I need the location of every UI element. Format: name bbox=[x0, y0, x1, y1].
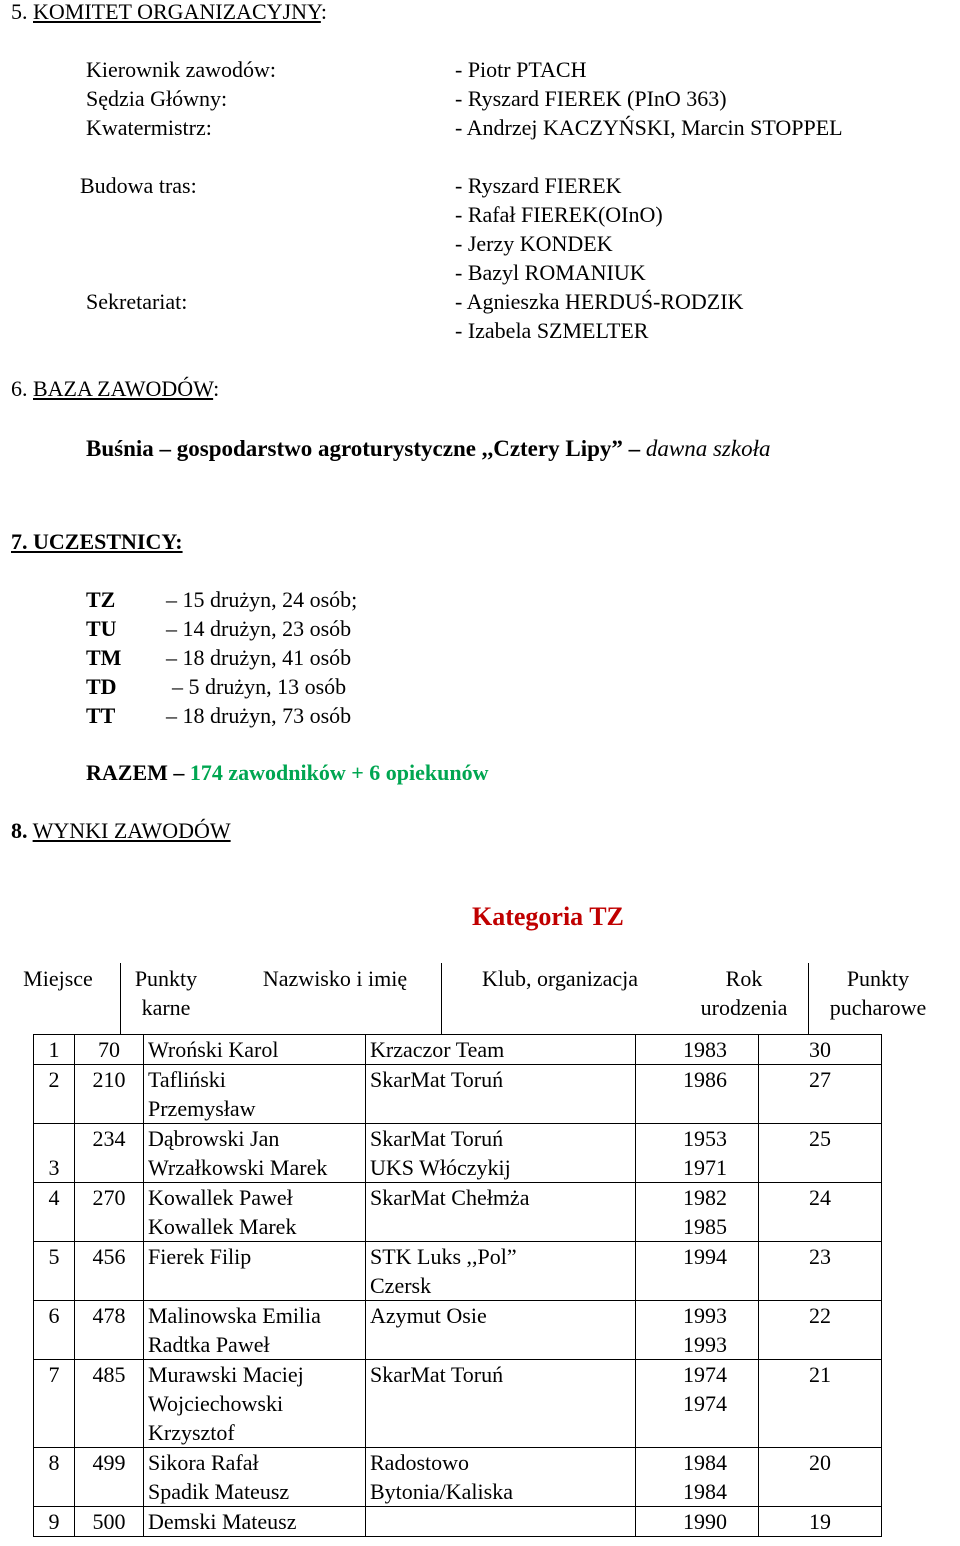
cell-years-line: 1990 bbox=[683, 1509, 727, 1534]
committee-name: - Andrzej KACZYŃSKI, Marcin STOPPEL bbox=[455, 115, 843, 140]
competition-base bbox=[86, 434, 770, 463]
header-line: urodzenia bbox=[700, 995, 788, 1020]
cell-names-line: Dąbrowski Jan bbox=[148, 1126, 280, 1151]
header-line: pucharowe bbox=[829, 995, 927, 1020]
cell-years-line: 1974 bbox=[683, 1391, 727, 1416]
cell-place bbox=[34, 1360, 75, 1448]
cell-club bbox=[366, 1183, 636, 1242]
header-line: Punkty bbox=[134, 966, 198, 991]
cell-penalty bbox=[75, 1065, 144, 1124]
cell-place-line: 5 bbox=[48, 1244, 60, 1269]
section-7-heading: 7. UCZESTNICY: bbox=[11, 529, 183, 554]
section-title: WYNKI ZAWODÓW bbox=[32, 818, 231, 843]
cell-names-line: Przemysław bbox=[148, 1096, 256, 1121]
total-label: RAZEM – bbox=[86, 760, 185, 785]
cell-years-line: 1984 bbox=[683, 1479, 727, 1504]
cell-club-line: UKS Włóczykij bbox=[370, 1155, 511, 1180]
cell-cup-points-line: 20 bbox=[809, 1450, 831, 1475]
cell-place bbox=[34, 1124, 75, 1183]
participant-desc: – 5 drużyn, 13 osób bbox=[172, 674, 347, 699]
table-row bbox=[34, 1065, 882, 1124]
cell-place bbox=[34, 1183, 75, 1242]
cell-years-line: 1986 bbox=[683, 1067, 727, 1092]
cell-cup-points-line: 22 bbox=[809, 1303, 831, 1328]
cell-place-line: 1 bbox=[48, 1037, 60, 1062]
cell-names-line: Sikora Rafał bbox=[148, 1450, 259, 1475]
participant-desc: – 15 drużyn, 24 osób; bbox=[166, 587, 358, 612]
cell-names-line: Wroński Karol bbox=[148, 1037, 279, 1062]
header-nazwisko: Nazwisko i imię bbox=[262, 966, 408, 991]
header-punkty-pucharowe bbox=[816, 964, 940, 1022]
cell-club-line: Radostowo bbox=[370, 1450, 469, 1475]
header-divider bbox=[120, 963, 121, 1035]
cell-penalty bbox=[75, 1448, 144, 1507]
committee-name: - Jerzy KONDEK bbox=[455, 231, 613, 256]
cell-years-line: 1982 bbox=[683, 1185, 727, 1210]
committee-role: Sekretariat: bbox=[86, 289, 188, 314]
cell-years bbox=[636, 1065, 759, 1124]
cell-penalty bbox=[75, 1507, 144, 1537]
cell-place-line: 7 bbox=[48, 1362, 60, 1387]
cell-penalty-line: 485 bbox=[92, 1362, 126, 1387]
cell-names-line: Kowallek Paweł bbox=[148, 1185, 293, 1210]
cell-club-line: SkarMat Toruń bbox=[370, 1362, 504, 1387]
total-value: 174 zawodników + 6 opiekunów bbox=[189, 760, 489, 785]
cell-cup-points-line: 25 bbox=[809, 1126, 831, 1151]
cell-place-line: 2 bbox=[48, 1067, 60, 1092]
cell-penalty-line: 270 bbox=[92, 1185, 126, 1210]
cell-club-line: Azymut Osie bbox=[370, 1303, 487, 1328]
base-name: Buśnia – gospodarstwo agroturystyczne ,,Cztery Lipy” – bbox=[86, 436, 641, 461]
cell-club-line: STK Luks ,,Pol” bbox=[370, 1244, 517, 1269]
cell-place bbox=[34, 1448, 75, 1507]
cell-cup-points-line: 27 bbox=[809, 1067, 831, 1092]
cell-club-line: SkarMat Chełmża bbox=[370, 1185, 530, 1210]
cell-years-line: 1993 bbox=[683, 1332, 727, 1357]
header-line: Punkty bbox=[846, 966, 910, 991]
cell-names-line: Wrzałkowski Marek bbox=[148, 1155, 328, 1180]
section-8-heading bbox=[11, 816, 231, 845]
cell-club bbox=[366, 1124, 636, 1183]
cell-names-line: Tafliński bbox=[148, 1067, 226, 1092]
cell-club-line: Krzaczor Team bbox=[370, 1037, 505, 1062]
cell-years-line: 1993 bbox=[683, 1303, 727, 1328]
cell-years bbox=[636, 1360, 759, 1448]
cell-years-line: 1983 bbox=[683, 1037, 727, 1062]
cell-names bbox=[144, 1301, 366, 1360]
cell-names bbox=[144, 1124, 366, 1183]
section-5-heading bbox=[11, 0, 327, 26]
committee-name: - Agnieszka HERDUŚ-RODZIK bbox=[455, 289, 744, 314]
cell-years-line: 1994 bbox=[683, 1244, 727, 1269]
cell-names bbox=[144, 1035, 366, 1065]
committee-name: - Ryszard FIEREK bbox=[455, 173, 622, 198]
cell-years-line: 1974 bbox=[683, 1362, 727, 1387]
cell-years bbox=[636, 1124, 759, 1183]
cell-penalty-line: 499 bbox=[92, 1450, 126, 1475]
participants-total bbox=[86, 758, 489, 787]
section-title: KOMITET ORGANIZACYJNY bbox=[33, 0, 321, 24]
cell-penalty bbox=[75, 1124, 144, 1183]
cell-place-line: 3 bbox=[48, 1155, 60, 1180]
cell-names bbox=[144, 1507, 366, 1537]
base-note: dawna szkoła bbox=[645, 436, 771, 461]
cell-names-line: Murawski Maciej bbox=[148, 1362, 304, 1387]
cell-cup-points bbox=[759, 1301, 882, 1360]
cell-names-line: Demski Mateusz bbox=[148, 1509, 297, 1534]
table-row bbox=[34, 1360, 882, 1448]
header-line: Rok bbox=[725, 966, 763, 991]
committee-role: Sędzia Główny: bbox=[86, 86, 228, 111]
cell-years bbox=[636, 1242, 759, 1301]
cell-club bbox=[366, 1035, 636, 1065]
header-line: karne bbox=[141, 995, 191, 1020]
header-rok bbox=[680, 964, 808, 1022]
cell-names-line: Malinowska Emilia bbox=[148, 1303, 321, 1328]
cell-names bbox=[144, 1183, 366, 1242]
cell-years bbox=[636, 1035, 759, 1065]
cell-place bbox=[34, 1035, 75, 1065]
cell-years bbox=[636, 1448, 759, 1507]
cell-cup-points-line: 24 bbox=[809, 1185, 831, 1210]
cell-years-line: 1984 bbox=[683, 1450, 727, 1475]
cell-cup-points-line: 30 bbox=[809, 1037, 831, 1062]
participant-desc: – 18 drużyn, 41 osób bbox=[166, 645, 352, 670]
cell-cup-points-line: 19 bbox=[809, 1509, 831, 1534]
committee-role: Budowa tras: bbox=[80, 173, 197, 198]
cell-penalty bbox=[75, 1183, 144, 1242]
cell-penalty-line: 478 bbox=[92, 1303, 126, 1328]
colon: : bbox=[213, 376, 220, 401]
section-title: BAZA ZAWODÓW bbox=[33, 376, 214, 401]
cell-penalty bbox=[75, 1301, 144, 1360]
participant-category: TT bbox=[86, 703, 116, 728]
header-punkty-karne bbox=[120, 964, 212, 1022]
committee-role: Kwatermistrz: bbox=[86, 115, 212, 140]
participant-category: TZ bbox=[86, 587, 116, 612]
cell-cup-points bbox=[759, 1448, 882, 1507]
cell-years bbox=[636, 1183, 759, 1242]
header-miejsce: Miejsce bbox=[23, 966, 93, 991]
cell-place bbox=[34, 1301, 75, 1360]
cell-penalty-line: 456 bbox=[92, 1244, 126, 1269]
cell-penalty bbox=[75, 1035, 144, 1065]
cell-cup-points bbox=[759, 1124, 882, 1183]
cell-place-line: 8 bbox=[48, 1450, 60, 1475]
table-row bbox=[34, 1301, 882, 1360]
table-row bbox=[34, 1035, 882, 1065]
participant-desc: – 18 drużyn, 73 osób bbox=[166, 703, 352, 728]
cell-place-line: 9 bbox=[48, 1509, 60, 1534]
cell-cup-points-line: 23 bbox=[809, 1244, 831, 1269]
section-6-heading bbox=[11, 374, 219, 403]
cell-names bbox=[144, 1065, 366, 1124]
participant-category: TD bbox=[86, 674, 117, 699]
cell-place bbox=[34, 1065, 75, 1124]
cell-cup-points bbox=[759, 1065, 882, 1124]
table-row bbox=[34, 1242, 882, 1301]
cell-club-line bbox=[370, 1507, 631, 1536]
committee-name: - Rafał FIEREK(OInO) bbox=[455, 202, 663, 227]
committee-role: Kierownik zawodów: bbox=[86, 57, 277, 82]
table-row bbox=[34, 1507, 882, 1537]
cell-names-line: Radtka Paweł bbox=[148, 1332, 270, 1357]
cell-names-line: Fierek Filip bbox=[148, 1244, 252, 1269]
cell-club bbox=[366, 1448, 636, 1507]
participant-category: TM bbox=[86, 645, 122, 670]
cell-place-line: 4 bbox=[48, 1185, 60, 1210]
table-row bbox=[34, 1124, 882, 1183]
cell-cup-points bbox=[759, 1507, 882, 1537]
cell-names bbox=[144, 1448, 366, 1507]
participant-desc: – 14 drużyn, 23 osób bbox=[166, 616, 352, 641]
section-number: 8. bbox=[11, 818, 28, 843]
table-row bbox=[34, 1183, 882, 1242]
cell-penalty bbox=[75, 1242, 144, 1301]
cell-names-line: Kowallek Marek bbox=[148, 1214, 297, 1239]
header-divider bbox=[441, 963, 442, 1035]
cell-names bbox=[144, 1360, 366, 1448]
cell-years-line: 1985 bbox=[683, 1214, 727, 1239]
cell-club-line: SkarMat Toruń bbox=[370, 1126, 504, 1151]
section-number: 5. bbox=[11, 0, 28, 24]
cell-names-line: Wojciechowski bbox=[148, 1391, 284, 1416]
cell-cup-points bbox=[759, 1242, 882, 1301]
cell-years bbox=[636, 1301, 759, 1360]
cell-years bbox=[636, 1507, 759, 1537]
cell-cup-points bbox=[759, 1035, 882, 1065]
committee-name: - Bazyl ROMANIUK bbox=[455, 260, 646, 285]
participant-category: TU bbox=[86, 616, 117, 641]
cell-years-line: 1971 bbox=[683, 1155, 727, 1180]
cell-cup-points bbox=[759, 1360, 882, 1448]
header-klub: Klub, organizacja bbox=[482, 966, 638, 991]
cell-penalty-line: 210 bbox=[92, 1067, 126, 1092]
cell-club bbox=[366, 1065, 636, 1124]
cell-cup-points bbox=[759, 1183, 882, 1242]
results-table bbox=[33, 1034, 882, 1537]
cell-place bbox=[34, 1507, 75, 1537]
cell-cup-points-line: 21 bbox=[809, 1362, 831, 1387]
cell-years-line: 1953 bbox=[683, 1126, 727, 1151]
cell-penalty-line: 234 bbox=[92, 1126, 126, 1151]
colon: : bbox=[320, 0, 327, 24]
committee-name: - Ryszard FIEREK (PInO 363) bbox=[455, 86, 727, 111]
cell-club-line: Czersk bbox=[370, 1273, 432, 1298]
cell-place bbox=[34, 1242, 75, 1301]
table-row bbox=[34, 1448, 882, 1507]
results-body bbox=[34, 1035, 882, 1537]
cell-penalty-line: 500 bbox=[92, 1509, 126, 1534]
cell-club bbox=[366, 1507, 636, 1537]
cell-place-line: 6 bbox=[48, 1303, 60, 1328]
section-number: 6. bbox=[11, 376, 28, 401]
cell-club bbox=[366, 1301, 636, 1360]
cell-club bbox=[366, 1242, 636, 1301]
category-title: Kategoria TZ bbox=[472, 902, 624, 931]
header-divider bbox=[808, 963, 809, 1035]
cell-club-line: Bytonia/Kaliska bbox=[370, 1479, 513, 1504]
committee-name: - Izabela SZMELTER bbox=[455, 318, 649, 343]
cell-names bbox=[144, 1242, 366, 1301]
cell-penalty-line: 70 bbox=[98, 1037, 120, 1062]
cell-names-line: Spadik Mateusz bbox=[148, 1479, 290, 1504]
cell-names-line: Krzysztof bbox=[148, 1420, 235, 1445]
cell-club bbox=[366, 1360, 636, 1448]
cell-club-line: SkarMat Toruń bbox=[370, 1067, 504, 1092]
cell-penalty bbox=[75, 1360, 144, 1448]
committee-name: - Piotr PTACH bbox=[455, 57, 587, 82]
